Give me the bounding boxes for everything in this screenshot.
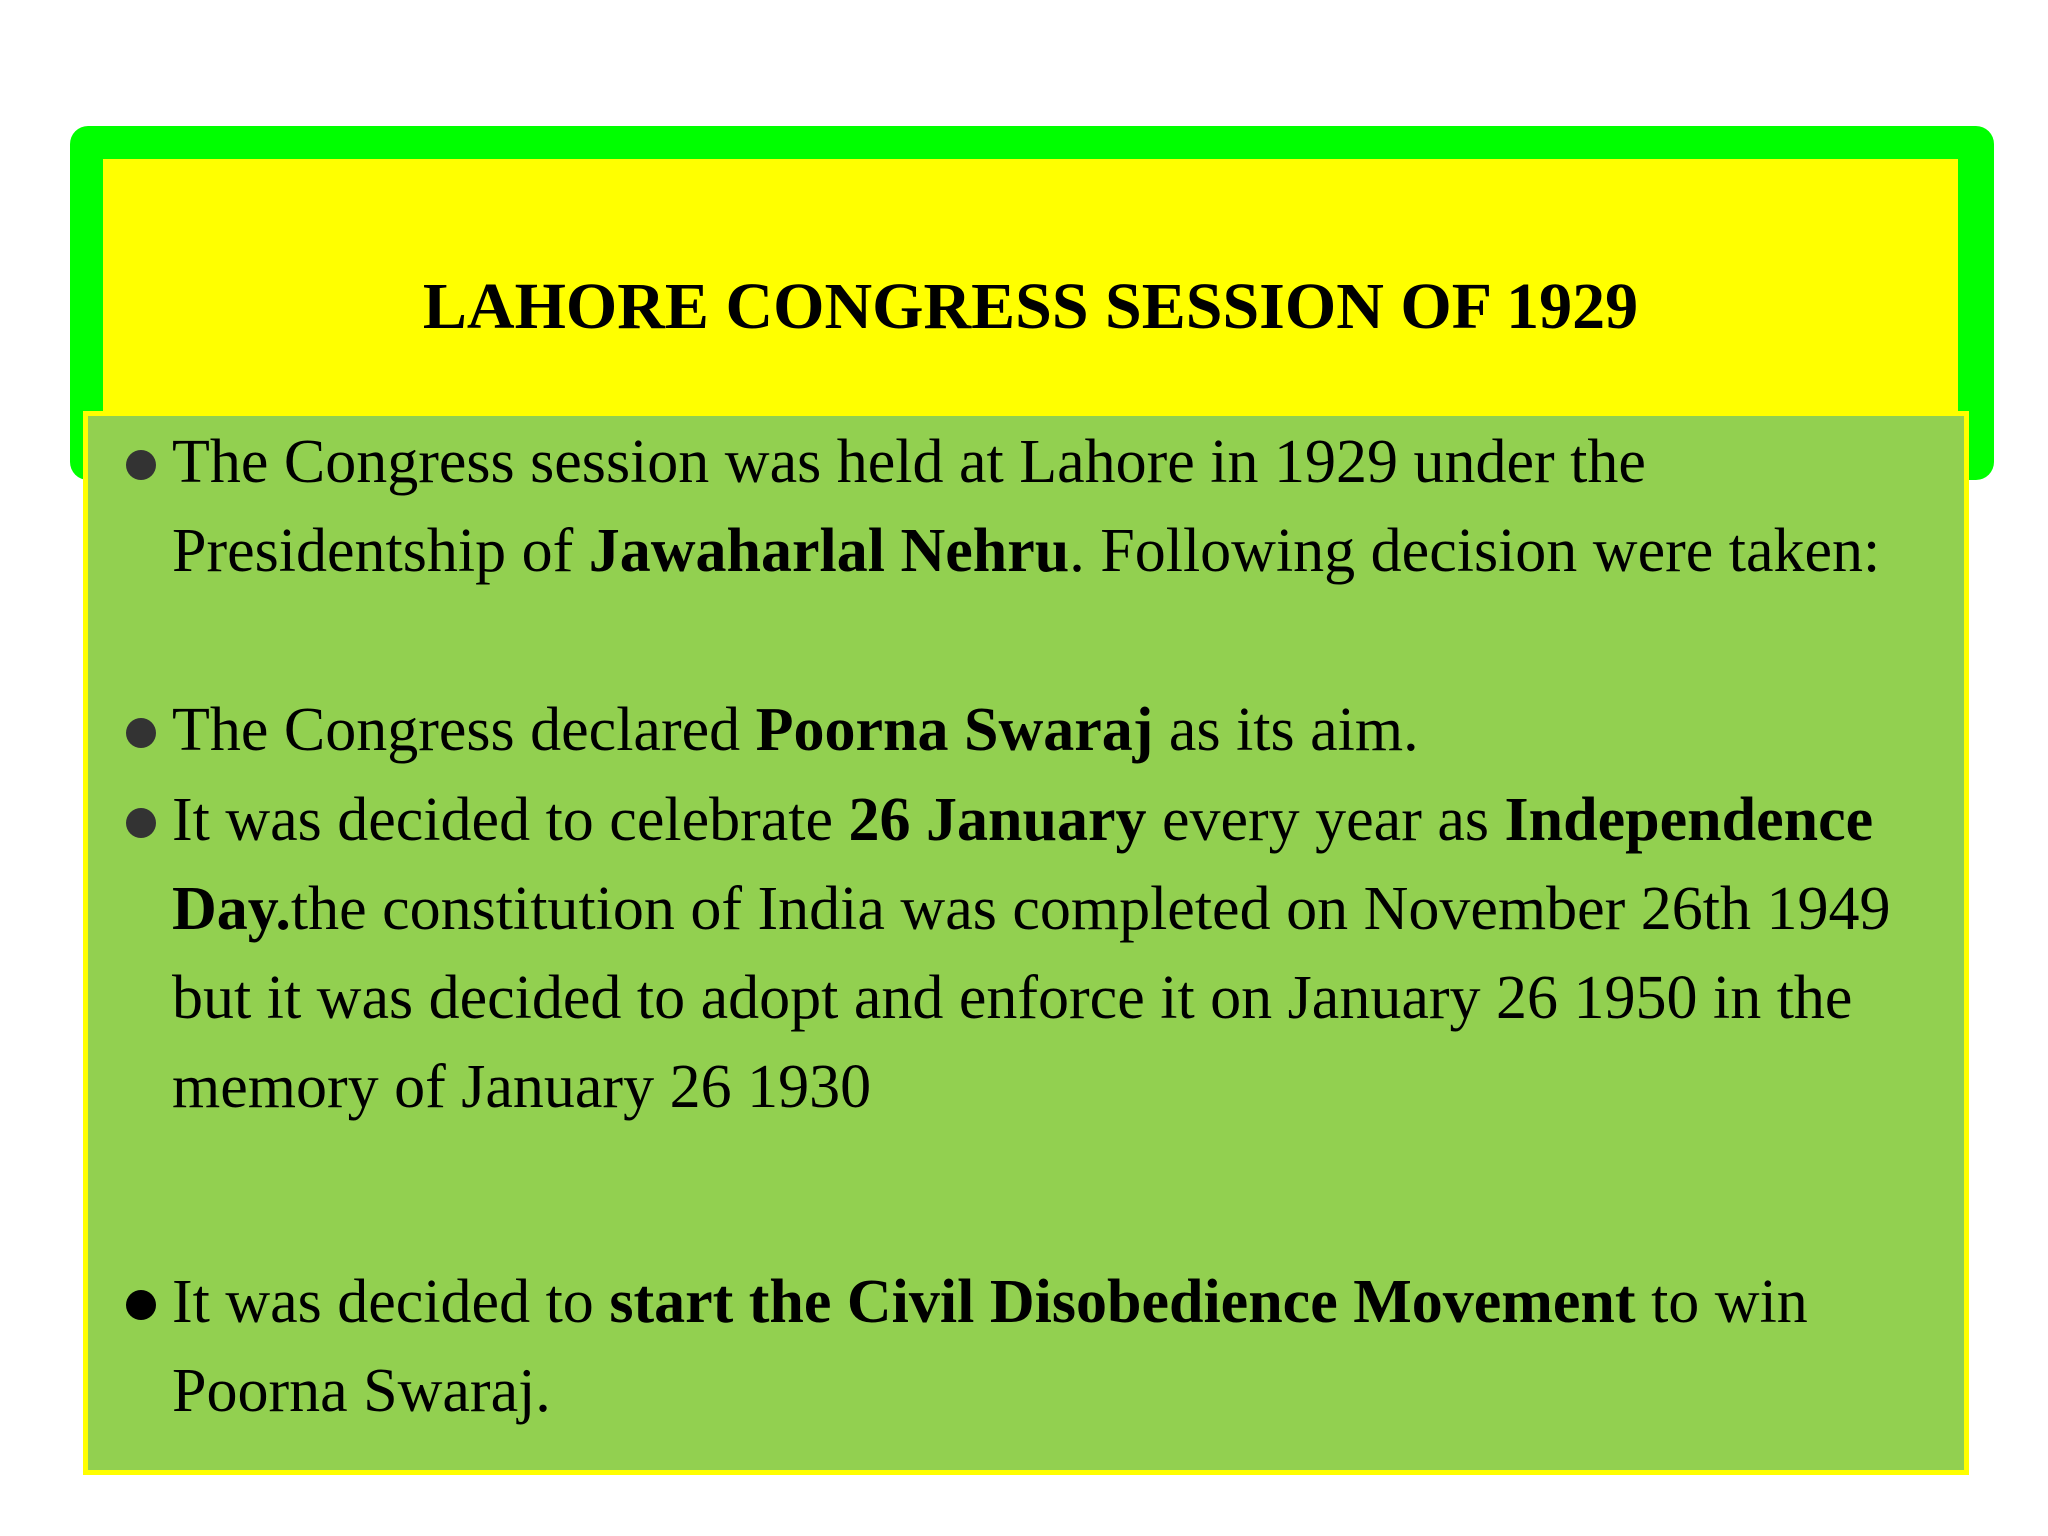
bullet-text-run: every year as [1146, 786, 1505, 854]
bullet-text-run: . Following decision were taken: [1069, 517, 1881, 585]
bullet-bold-text: Independence Day. [172, 786, 1874, 943]
bullet-text-run: to win Poorna Swaraj. [172, 1268, 1808, 1425]
bullet-dot-icon [126, 808, 156, 838]
bullet-dot-icon [126, 1290, 156, 1320]
bullet-text-run: the constitution of India was completed on November 26th 1949 but it was decided to adopt and enforce it on January 26 1950 in the memory of January 26 1930 [172, 875, 1891, 1121]
bullet-text-run: It was decided to [172, 1268, 610, 1336]
bullet-bold-text: 26 January [848, 786, 1147, 854]
bullet-text [126, 686, 1966, 775]
bullet-text-run: It was decided to celebrate [172, 786, 849, 854]
bullet-text [126, 1258, 1966, 1436]
bullet-text [126, 776, 1966, 1132]
bullet-bold-text: Poorna Swaraj [755, 696, 1154, 764]
bullet-item-2 [126, 686, 1966, 775]
bullet-text-run: as its aim. [1153, 696, 1419, 764]
bullet-text [126, 418, 1966, 596]
slide-title: LAHORE CONGRESS SESSION OF 1929 [422, 270, 1639, 343]
bullet-dot-icon [126, 718, 156, 748]
bullet-dot-icon [126, 450, 156, 480]
bullet-bold-text: start the Civil Disobedience Movement [609, 1268, 1636, 1336]
bullet-item-1 [126, 418, 1966, 596]
bullet-text-run: The Congress declared [172, 696, 756, 764]
bullet-bold-text: Jawaharlal Nehru [588, 517, 1070, 585]
bullet-item-3 [126, 776, 1966, 1132]
bullet-item-4 [126, 1258, 1966, 1436]
bullet-text-run: The Congress session was held at Lahore in 1929 under the Presidentship of [172, 428, 1646, 585]
